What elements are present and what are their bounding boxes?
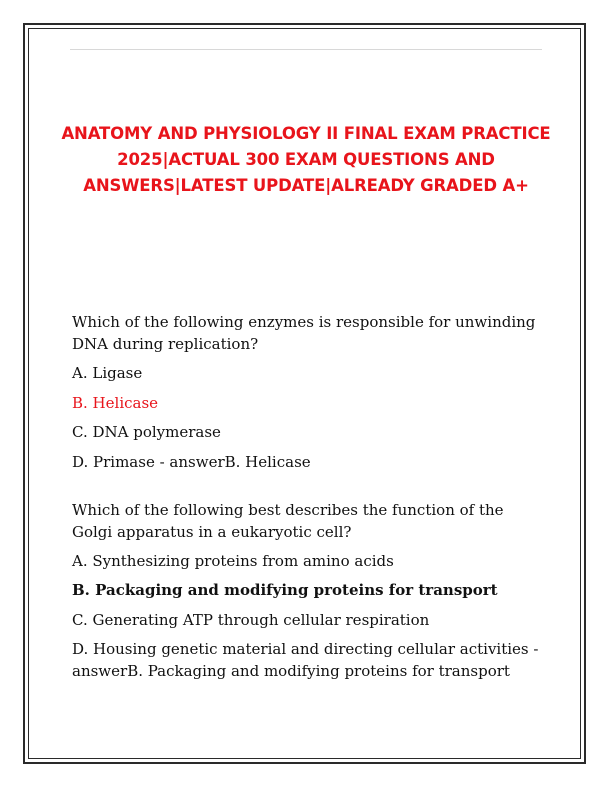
question-2-option-d-answer: D. Housing genetic material and directing cellular activities - answerB. Packaging and modifying proteins for transport — [72, 640, 539, 680]
question-2-option-b-highlighted: B. Packaging and modifying proteins for transport — [72, 581, 498, 599]
question-list — [72, 311, 546, 690]
question-1-text: Which of the following enzymes is responsible for unwinding DNA during replication? — [72, 313, 536, 353]
document-title: ANATOMY AND PHYSIOLOGY II FINAL EXAM PRACTICE 2025|ACTUAL 300 EXAM QUESTIONS AND ANSWERS|LATEST UPDATE|ALREADY GRADED A+ — [61, 124, 551, 195]
question-1 — [72, 311, 546, 473]
question-1-option-d-answer: D. Primase - answerB. Helicase — [72, 452, 311, 471]
question-1-option-b-highlighted: B. Helicase — [72, 393, 159, 412]
question-1-option-a: A. Ligase — [72, 364, 143, 382]
question-1-option-c: C. DNA polymerase — [72, 423, 221, 441]
question-2-option-c: C. Generating ATP through cellular respiration — [72, 610, 430, 629]
question-2-text: Which of the following best describes the function of the Golgi apparatus in a eukaryotic cell? — [72, 500, 504, 541]
question-2 — [72, 499, 546, 683]
question-2-option-a: A. Synthesizing proteins from amino acids — [72, 551, 394, 570]
header-divider — [70, 49, 542, 50]
